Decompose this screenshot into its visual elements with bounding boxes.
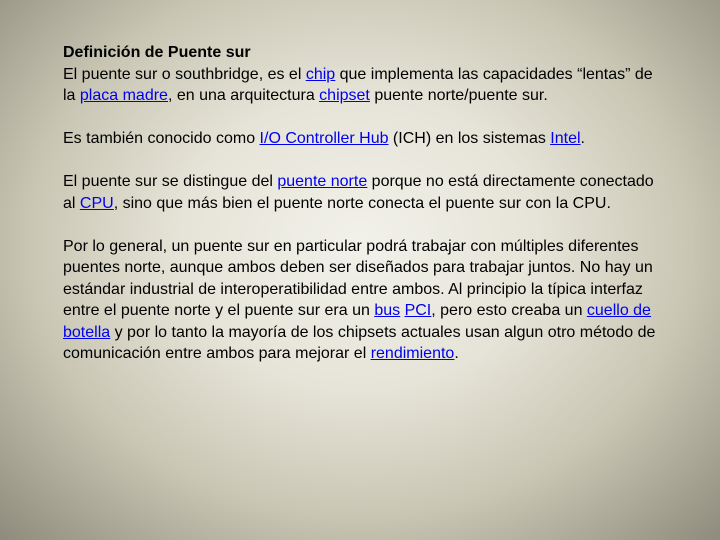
slide-title: Definición de Puente sur	[63, 44, 251, 61]
paragraph-interoperabilidad	[63, 236, 663, 365]
link-chipset[interactable]: chipset	[319, 87, 370, 104]
text: , sino que más bien el puente norte conecta el puente sur con la CPU.	[113, 194, 611, 212]
link-rendimiento[interactable]: rendimiento	[370, 345, 455, 362]
link-bus[interactable]: bus	[374, 302, 401, 319]
text: .	[580, 130, 585, 147]
text: (ICH) en los sistemas	[388, 130, 551, 147]
text: porque no está directamente conectado al	[63, 173, 654, 212]
paragraph-puente-norte	[63, 171, 663, 214]
link-chip[interactable]: chip	[305, 65, 336, 83]
text: Es también conocido como	[63, 130, 260, 147]
link-cuello-de-botella[interactable]: cuello de botella	[63, 302, 651, 341]
text: Por lo general, un puente sur en particular podrá trabajar con múltiples diferentes puentes norte, aunque ambos deben ser diseñados para trabajar juntos. No hay un estándar industrial de interoperatibilidad entre ambos. Al principio la típica interfaz entre el puente norte y el puente sur era un	[63, 237, 653, 319]
text: El puente sur o southbridge, es el	[63, 65, 306, 83]
link-io-controller-hub[interactable]: I/O Controller Hub	[259, 130, 389, 147]
link-pci[interactable]: PCI	[404, 302, 432, 319]
text: , en una arquitectura	[167, 87, 320, 104]
link-puente-norte[interactable]: puente norte	[277, 173, 368, 190]
text: .	[454, 345, 459, 362]
link-cpu[interactable]: CPU	[79, 194, 114, 212]
slide-content	[63, 42, 663, 386]
paragraph-definition	[63, 42, 663, 107]
text: que implementa las capacidades “lentas” de la	[63, 65, 653, 104]
link-intel[interactable]: Intel	[550, 130, 581, 147]
link-placa-madre[interactable]: placa madre	[79, 87, 168, 104]
paragraph-ich	[63, 128, 663, 150]
text: puente norte/puente sur.	[369, 87, 548, 104]
text: y por lo tanto la mayoría de los chipsets actuales usan algun otro método de comunicación entre ambos para mejorar el	[63, 323, 656, 362]
text: , pero esto creaba un	[431, 302, 587, 319]
text: El puente sur se distingue del	[63, 173, 278, 190]
